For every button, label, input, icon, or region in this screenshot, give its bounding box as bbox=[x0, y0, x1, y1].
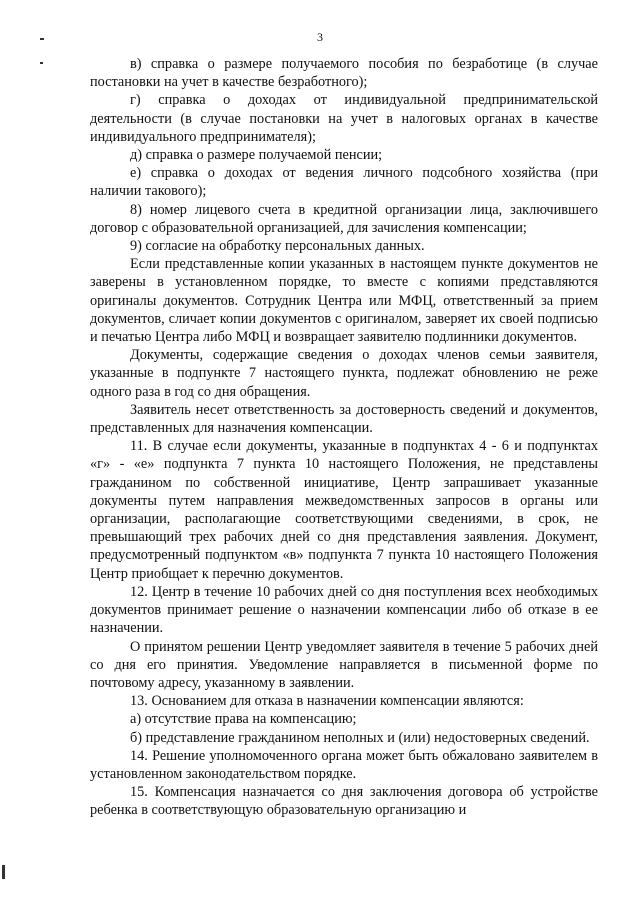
paragraph: 14. Решение уполномоченного органа может быть обжаловано заявителем в установленном законодательством порядке. bbox=[90, 747, 598, 782]
paragraph: 9) согласие на обработку персональных данных. bbox=[130, 238, 425, 255]
page-number: 3 bbox=[317, 30, 323, 44]
paragraph: Заявитель несет ответственность за достоверность сведений и документов, представленных для назначения компенсации. bbox=[90, 401, 598, 437]
paragraph: 15. Компенсация назначается со дня заключения договора об устройстве ребенка в соответствующую образовательную организацию и bbox=[90, 784, 598, 819]
paragraph: 13. Основанием для отказа в назначении компенсации являются: bbox=[130, 693, 524, 710]
paragraph: в) справка о размере получаемого пособия по безработице (в случае постановки на учет в качестве безработного); bbox=[90, 56, 598, 91]
paragraph: Если представленные копии указанных в настоящем пункте документов не заверены в установленном порядке, то вместе с копиями представляются оригиналы документов. Сотрудник Центра или МФЦ, ответственный за прием документов, сличает копии документов с оригиналом, заверяет их своей подписью и печатью Центра либо МФЦ и возвращает заявителю подлинники документов. bbox=[90, 256, 598, 346]
paragraph: 8) номер лицевого счета в кредитной организации лица, заключившего договор с образовательной организацией, для зачисления компенсации; bbox=[90, 201, 598, 236]
paragraph: е) справка о доходах от ведения личного подсобного хозяйства (при наличии такового); bbox=[90, 165, 598, 200]
document-body bbox=[90, 55, 598, 820]
paragraph: б) представление гражданином неполных и (или) недостоверных сведений. bbox=[130, 729, 590, 746]
paragraph: О принятом решении Центр уведомляет заявителя в течение 5 рабочих дней со дня его принятия. Уведомление направляется в письменной форме по почтовому адресу, указанному в заявлении. bbox=[90, 638, 598, 691]
paragraph: 11. В случае если документы, указанные в подпунктах 4 - 6 и подпунктах «г» - «е» подпункта 7 пункта 10 настоящего Положения, не представлены гражданином по собственной инициативе, Центр запрашивает указанные документы путем направления межведомственных запросов в органы или организации, располагающие соответствующими сведениями, в срок, не превышающий трех рабочих дней со дня представления заявления. Документ, предусмотренный подпунктом «в» подпункта 7 пункта 10 настоящего Положения Центр приобщает к перечню документов. bbox=[90, 438, 598, 582]
paragraph: Документы, содержащие сведения о доходах членов семьи заявителя, указанные в подпункте 7 настоящего пункта, подлежат обновлению не реже одного раза в год со дня обращения. bbox=[90, 347, 598, 400]
paragraph: а) отсутствие права на компенсацию; bbox=[130, 711, 357, 728]
scan-mark bbox=[40, 62, 43, 64]
paragraph: г) справка о доходах от индивидуальной предпринимательской деятельности (в случае постановки на учет в налоговых органах в качестве индивидуального предпринимателя); bbox=[90, 92, 598, 145]
paragraph: д) справка о размере получаемой пенсии; bbox=[130, 147, 383, 164]
scan-mark bbox=[2, 865, 5, 879]
paragraph: 12. Центр в течение 10 рабочих дней со дня поступления всех необходимых документов принимает решение о назначении компенсации либо об отказе в ее назначении. bbox=[90, 583, 598, 637]
